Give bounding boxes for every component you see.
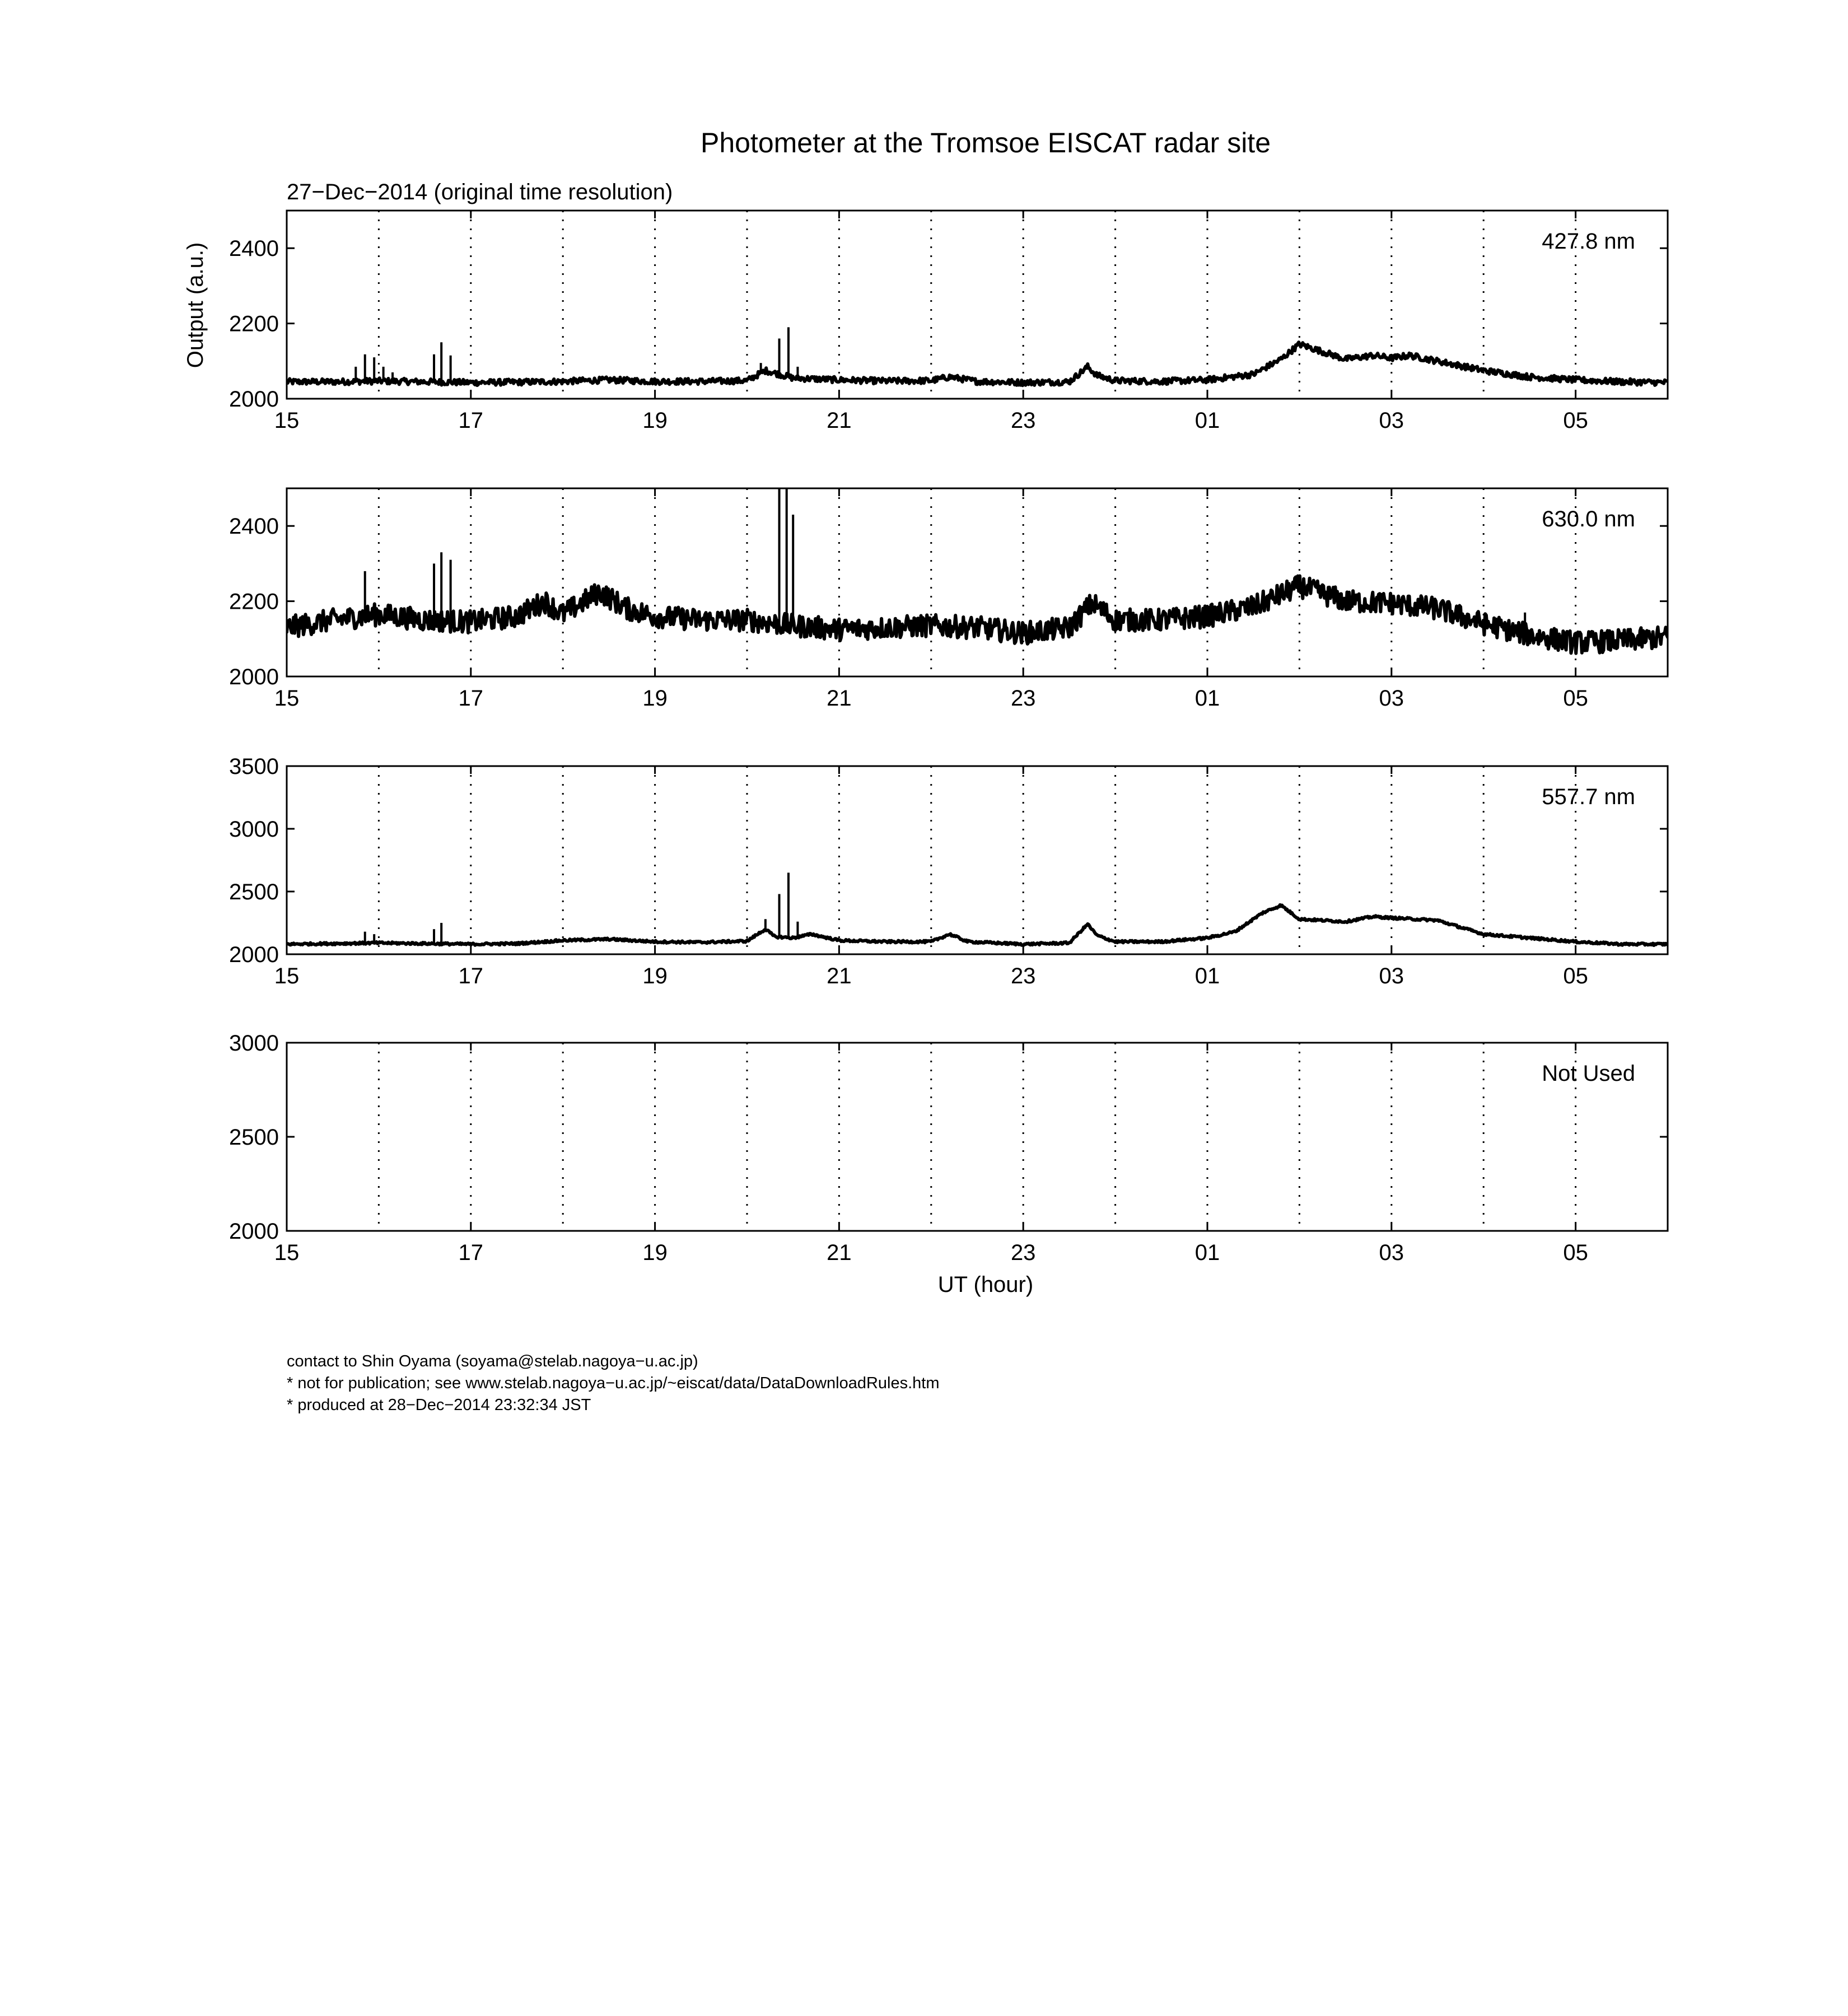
panel-label: 427.8 nm bbox=[1542, 229, 1635, 254]
panel-label: Not Used bbox=[1542, 1061, 1635, 1086]
x-tick-label: 23 bbox=[1010, 1240, 1036, 1265]
x-tick-label: 23 bbox=[1010, 408, 1036, 433]
footer-contact: contact to Shin Oyama (soyama@stelab.nagoya−u.ac.jp) bbox=[287, 1352, 698, 1370]
series-line bbox=[287, 342, 1668, 385]
y-tick-label: 2400 bbox=[229, 514, 279, 539]
axes-frame bbox=[287, 1043, 1668, 1231]
x-tick-label: 15 bbox=[274, 686, 300, 711]
chart-subtitle: 27−Dec−2014 (original time resolution) bbox=[287, 180, 673, 204]
panel-3 bbox=[229, 754, 1668, 988]
x-tick-label: 05 bbox=[1563, 1240, 1588, 1265]
y-tick-label: 3000 bbox=[229, 817, 279, 842]
y-tick-label: 3500 bbox=[229, 754, 279, 779]
x-tick-label: 19 bbox=[642, 686, 668, 711]
x-tick-label: 21 bbox=[827, 1240, 852, 1265]
x-tick-label: 15 bbox=[274, 408, 300, 433]
y-tick-label: 3000 bbox=[229, 1031, 279, 1056]
y-tick-label: 2500 bbox=[229, 880, 279, 904]
y-tick-label: 2500 bbox=[229, 1125, 279, 1150]
x-tick-label: 05 bbox=[1563, 408, 1588, 433]
y-tick-label: 2200 bbox=[229, 589, 279, 614]
panel-label: 630.0 nm bbox=[1542, 507, 1635, 531]
x-tick-label: 05 bbox=[1563, 964, 1588, 988]
series-line bbox=[287, 576, 1668, 654]
footer-produced: * produced at 28−Dec−2014 23:32:34 JST bbox=[287, 1396, 591, 1414]
x-tick-label: 17 bbox=[458, 686, 484, 711]
x-tick-label: 01 bbox=[1194, 408, 1220, 433]
y-tick-label: 2000 bbox=[229, 387, 279, 412]
x-tick-label: 01 bbox=[1194, 686, 1220, 711]
x-tick-label: 21 bbox=[827, 408, 852, 433]
footer-publication-note: * not for publication; see www.stelab.nagoya−u.ac.jp/~eiscat/data/DataDownloadRules.htm bbox=[287, 1374, 940, 1392]
series-trace-group bbox=[287, 872, 1668, 945]
x-tick-label: 03 bbox=[1379, 686, 1404, 711]
x-tick-label: 21 bbox=[827, 686, 852, 711]
x-tick-label: 03 bbox=[1379, 1240, 1404, 1265]
x-tick-label: 03 bbox=[1379, 964, 1404, 988]
x-tick-label: 03 bbox=[1379, 408, 1404, 433]
y-tick-label: 2000 bbox=[229, 942, 279, 967]
x-tick-label: 15 bbox=[274, 964, 300, 988]
x-tick-label: 17 bbox=[458, 1240, 484, 1265]
x-tick-label: 01 bbox=[1194, 1240, 1220, 1265]
y-tick-label: 2400 bbox=[229, 236, 279, 262]
axes-frame bbox=[287, 488, 1668, 676]
x-tick-label: 21 bbox=[827, 964, 852, 988]
series-line bbox=[287, 905, 1668, 945]
x-axis-label: UT (hour) bbox=[937, 1272, 1034, 1297]
x-tick-label: 19 bbox=[642, 1240, 668, 1265]
x-tick-label: 17 bbox=[458, 964, 484, 988]
chart-title: Photometer at the Tromsoe EISCAT radar site bbox=[700, 127, 1271, 158]
x-tick-label: 05 bbox=[1563, 686, 1588, 711]
x-tick-label: 19 bbox=[642, 964, 668, 988]
x-tick-label: 23 bbox=[1010, 964, 1036, 988]
panel-label: 557.7 nm bbox=[1542, 785, 1635, 809]
x-tick-label: 15 bbox=[274, 1240, 300, 1265]
x-tick-label: 17 bbox=[458, 408, 484, 433]
y-tick-label: 2000 bbox=[229, 665, 279, 689]
x-tick-label: 23 bbox=[1010, 686, 1036, 711]
series-trace-group bbox=[287, 327, 1668, 385]
y-tick-label: 2000 bbox=[229, 1219, 279, 1244]
y-axis-label: Output (a.u.) bbox=[183, 242, 208, 368]
series-trace-group bbox=[287, 488, 1668, 654]
x-tick-label: 19 bbox=[642, 408, 668, 433]
panel-2 bbox=[229, 488, 1668, 711]
panels bbox=[229, 211, 1668, 1265]
panel-4 bbox=[229, 1031, 1668, 1265]
y-tick-label: 2200 bbox=[229, 311, 279, 337]
axes-frame bbox=[287, 211, 1668, 399]
x-tick-label: 01 bbox=[1194, 964, 1220, 988]
panel-1 bbox=[229, 211, 1668, 433]
